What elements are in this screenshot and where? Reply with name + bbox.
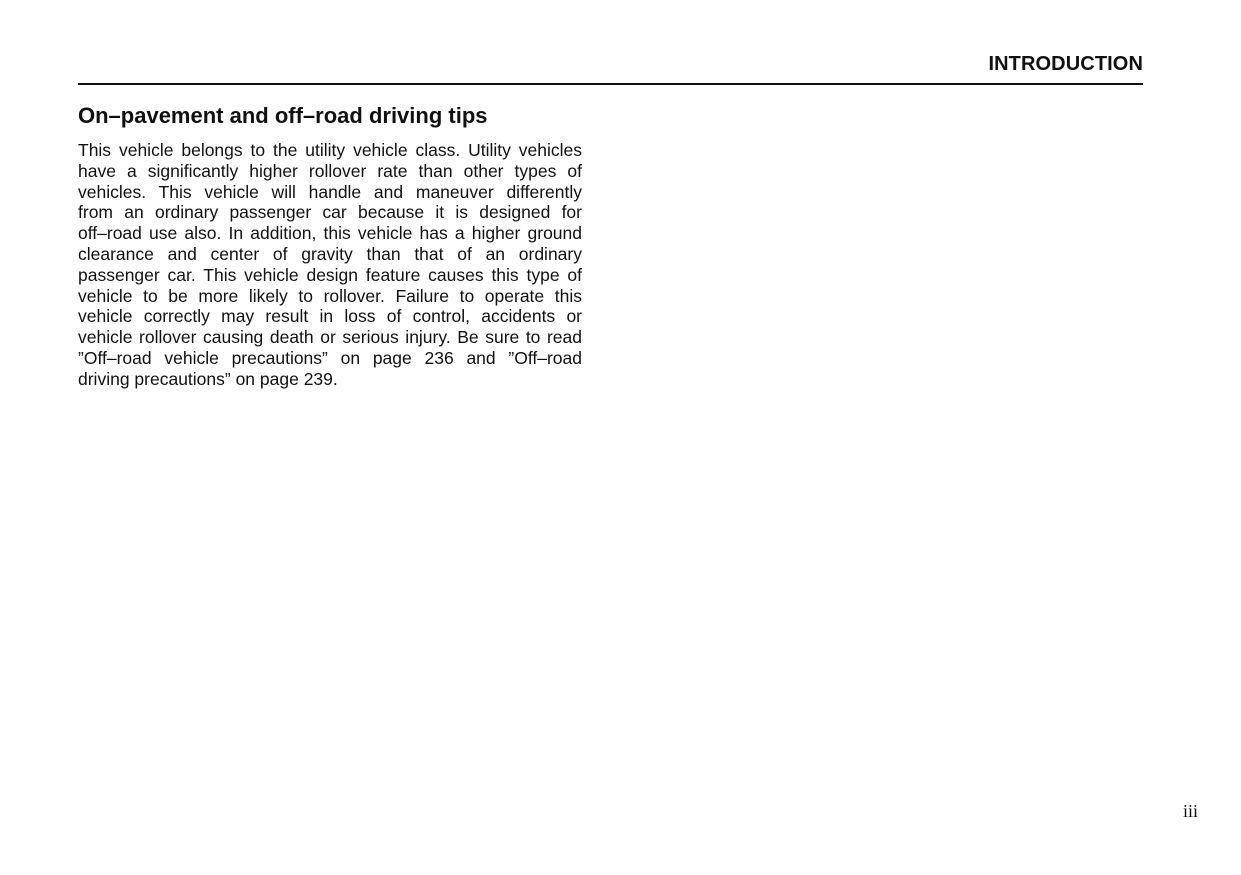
body-line: vehicle rollover causing death or serious injury. Be sure to read	[78, 327, 582, 348]
page-number: iii	[1182, 801, 1198, 821]
body-line: vehicle to be more likely to rollover. Failure to operate this	[78, 285, 582, 306]
article	[78, 102, 582, 390]
body-line: This vehicle belongs to the utility vehicle class. Utility vehicles	[78, 140, 582, 160]
article-body	[78, 140, 582, 390]
page-header	[78, 50, 1143, 85]
body-line: ”Off–road vehicle precautions” on page 236 and ”Off–road	[78, 347, 582, 368]
body-line: off–road use also. In addition, this vehicle has a higher ground	[78, 223, 582, 244]
body-line: clearance and center of gravity than that of an ordinary	[78, 243, 582, 264]
body-line: vehicle correctly may result in loss of control, accidents or	[78, 306, 582, 327]
body-line: from an ordinary passenger car because it is designed for	[78, 202, 582, 223]
article-heading: On–pavement and off–road driving tips	[78, 103, 488, 128]
section-title: INTRODUCTION	[988, 53, 1143, 75]
body-line: passenger car. This vehicle design feature causes this type of	[78, 264, 582, 285]
body-line: have a significantly higher rollover rate than other types of	[78, 160, 582, 181]
body-line: driving precautions” on page 239.	[78, 368, 338, 389]
body-line: vehicles. This vehicle will handle and maneuver differently	[78, 181, 582, 202]
